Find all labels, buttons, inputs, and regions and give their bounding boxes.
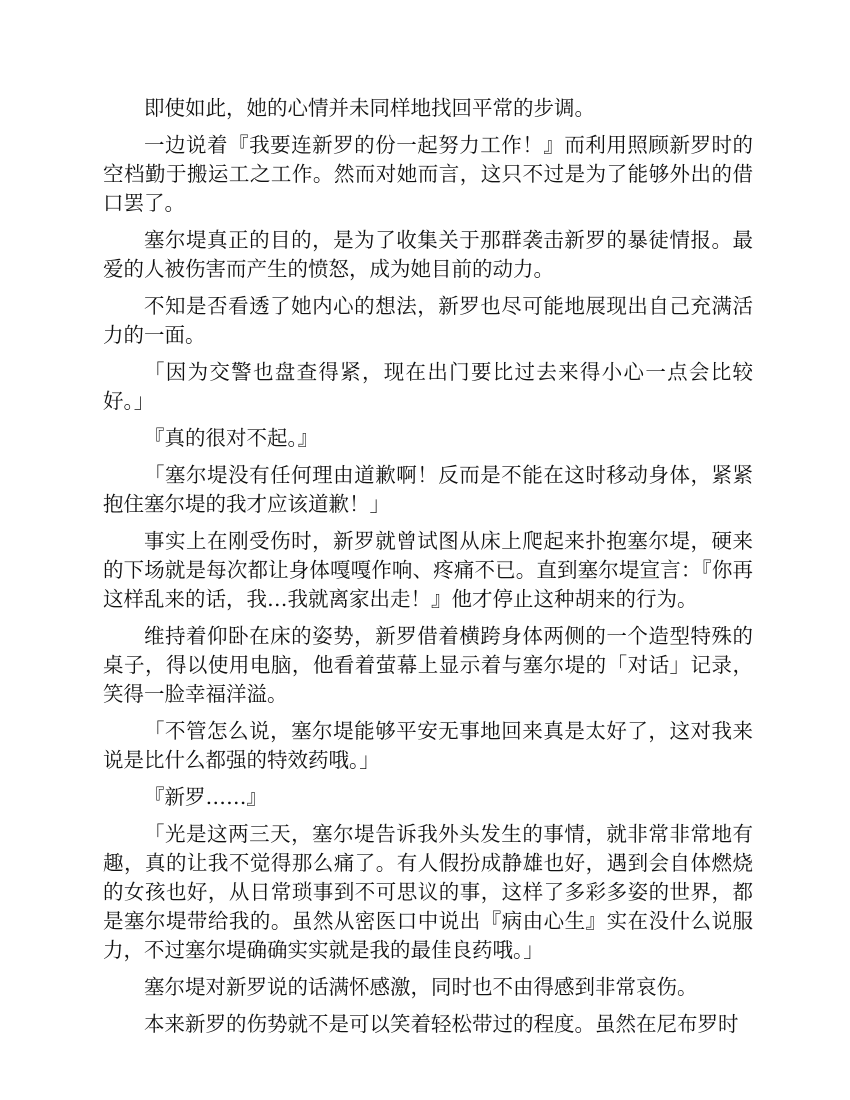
paragraph: 「因为交警也盘查得紧，现在出门要比过去来得小心一点会比较好。」	[103, 360, 753, 413]
paragraph: 塞尔堤对新罗说的话满怀感激，同时也不由得感到非常哀伤。	[144, 975, 698, 999]
paragraph: 「光是这两三天，塞尔堤告诉我外头发生的事情，就非常非常地有趣，真的让我不觉得那么痛了。有人假扮成静雄也好，遇到会自体燃烧的女孩也好，从日常琐事到不可思议的事，这样了多彩多姿的世界，都是塞尔堤带给我的。虽然从密医口中说出『病由心生』实在没什么说服力，不过塞尔堤确确实实就是我的最佳良药哦。」	[103, 822, 753, 962]
paragraph: 塞尔堤真正的目的，是为了收集关于那群袭击新罗的暴徒情报。最爱的人被伤害而产生的愤怒，成为她目前的动力。	[103, 228, 753, 281]
paragraph: 事实上在刚受伤时，新罗就曾试图从床上爬起来扑抱塞尔堤，硬来的下场就是每次都让身体嘎嘎作响、疼痛不已。直到塞尔堤宣言：『你再这样乱来的话，我…我就离家出走！』他才停止这种胡来的行为。	[103, 529, 753, 611]
paragraph: 即使如此，她的心情并未同样地找回平常的步调。	[144, 96, 595, 120]
paragraph: 本来新罗的伤势就不是可以笑着轻松带过的程度。虽然在尼布罗时	[144, 1012, 739, 1036]
paragraph: 「不管怎么说，塞尔堤能够平安无事地回来真是太好了，这对我来说是比什么都强的特效药哦。」	[103, 719, 753, 772]
paragraph: 「塞尔堤没有任何理由道歉啊！反而是不能在这时移动身体，紧紧抱住塞尔堤的我才应该道歉！」	[103, 463, 753, 516]
paragraph: 一边说着『我要连新罗的份一起努力工作！』而利用照顾新罗时的空档勤于搬运工之工作。然而对她而言，这只不过是为了能够外出的借口罢了。	[103, 133, 753, 215]
body-text	[103, 94, 753, 1047]
paragraph: 不知是否看透了她内心的想法，新罗也尽可能地展现出自己充满活力的一面。	[103, 294, 753, 347]
paragraph: 维持着仰卧在床的姿势，新罗借着横跨身体两侧的一个造型特殊的桌子，得以使用电脑，他看着萤幕上显示着与塞尔堤的「对话」记录，笑得一脸幸福洋溢。	[103, 624, 753, 706]
paragraph: 『真的很对不起。』	[144, 426, 319, 450]
paragraph: 『新罗……』	[144, 785, 267, 809]
